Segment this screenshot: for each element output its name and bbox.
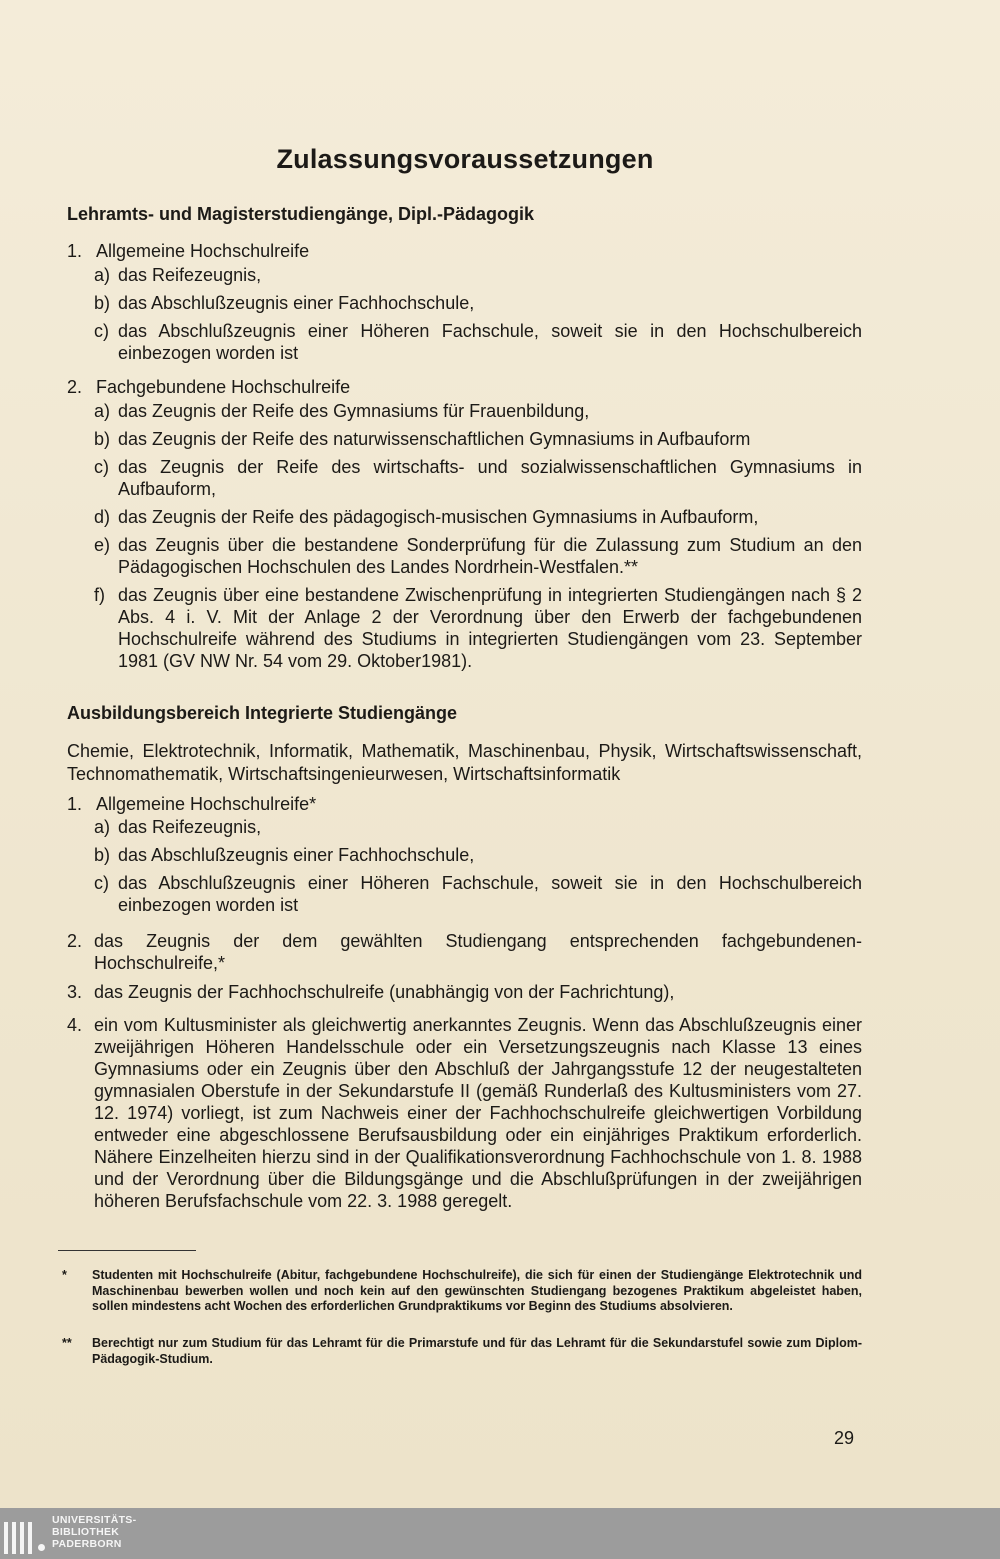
library-name-line: UNIVERSITÄTS- <box>52 1514 137 1526</box>
sub-label: c) <box>94 873 109 893</box>
sub-label: c) <box>94 321 109 341</box>
footnote-divider <box>58 1250 196 1251</box>
sub-label: b) <box>94 845 111 865</box>
list-sub-item <box>94 428 862 450</box>
section-heading-teaching: Lehramts- und Magisterstudiengänge, Dipl.-Pädagogik <box>67 204 535 224</box>
list-item-text: das Zeugnis der dem gewählten Studiengang entsprechenden fachgebundenen-Hochschulreife,* <box>94 931 862 973</box>
subject-list: Chemie, Elektrotechnik, Informatik, Mathematik, Maschinenbau, Physik, Wirtschaftswissenschaft, Technomathematik, Wirtschaftsingenieurwesen, Wirtschaftsinformatik <box>67 741 862 784</box>
list-number: 4. <box>67 1015 83 1035</box>
sub-label: a) <box>94 817 111 837</box>
list-item-heading: Allgemeine Hochschulreife* <box>96 794 317 814</box>
list-sub-item <box>94 264 862 286</box>
sub-label: c) <box>94 457 109 477</box>
list-sub-item <box>94 292 862 314</box>
list-sub-item <box>94 320 862 364</box>
list-sub-item <box>94 456 862 500</box>
sub-text: das Zeugnis der Reife des Gymnasiums für Frauenbildung, <box>118 401 590 421</box>
footnote-mark: * <box>62 1268 67 1282</box>
footnote-text: Berechtigt nur zum Studium für das Lehramt für die Primarstufe und für das Lehramt für die Sekundarstufel sowie zum Diplom-Pädagogik-Studium. <box>92 1336 862 1366</box>
list-number: 2. <box>67 931 83 951</box>
footnote <box>62 1336 862 1367</box>
sub-label: b) <box>94 429 111 449</box>
list-number: 1. <box>67 241 83 261</box>
sub-label: d) <box>94 507 111 527</box>
sub-text: das Zeugnis über eine bestandene Zwischenprüfung in integrierten Studiengängen nach § 2 Abs. 4 i. V. Mit der Anlage 2 der Verordnung über den Erwerb der fachgebundenen Hochschulreife während des Studiums in integrierten Studiengängen vom 23. September 1981 (GV NW Nr. 54 vom 29. Oktober1981). <box>118 585 862 671</box>
sub-label: a) <box>94 401 111 421</box>
list-sub-item <box>94 506 862 528</box>
list-item-heading: Fachgebundene Hochschulreife <box>96 377 351 397</box>
sub-text: das Zeugnis der Reife des wirtschafts- und sozialwissenschaftlichen Gymnasiums in Aufbauform, <box>118 457 862 499</box>
footnote-text: Studenten mit Hochschulreife (Abitur, fachgebundene Hochschulreife), die sich für einen der Studiengänge Elektrotechnik und Maschinenbau bewerben wollen und noch kein auf den gewünschten Studiengang bezogenes Praktikum abgeleistet haben, sollen mindestens acht Wochen des erforderlichen Grundpraktikums vor Beginn des Studiums absolvieren. <box>92 1268 862 1313</box>
library-logo-icon <box>4 1514 44 1556</box>
sub-text: das Reifezeugnis, <box>118 265 262 285</box>
library-name-line: PADERBORN <box>52 1538 122 1550</box>
sub-text: das Abschlußzeugnis einer Fachhochschule, <box>118 293 475 313</box>
list-item-heading: Allgemeine Hochschulreife <box>96 241 310 261</box>
footnote <box>62 1268 862 1315</box>
list-sub-item <box>94 584 862 672</box>
section-heading-integrated: Ausbildungsbereich Integrierte Studiengänge <box>67 703 458 723</box>
list-sub-item <box>94 816 862 838</box>
sub-label: a) <box>94 265 111 285</box>
list-sub-item <box>94 534 862 578</box>
sub-text: das Zeugnis der Reife des pädagogisch-musischen Gymnasiums in Aufbauform, <box>118 507 759 527</box>
sub-text: das Abschlußzeugnis einer Höheren Fachschule, soweit sie in den Hochschulbereich einbezogen worden ist <box>118 873 862 915</box>
list-sub-item <box>94 400 862 422</box>
sub-label: b) <box>94 293 111 313</box>
sub-text: das Abschlußzeugnis einer Fachhochschule, <box>118 845 475 865</box>
list-number: 1. <box>67 794 83 814</box>
sub-text: das Abschlußzeugnis einer Höheren Fachschule, soweit sie in den Hochschulbereich einbezogen worden ist <box>118 321 862 363</box>
list-item-text: ein vom Kultusminister als gleichwertig anerkanntes Zeugnis. Wenn das Abschlußzeugnis einer zweijährigen Höheren Handelsschule oder ein Versetzungszeugnis nach Klasse 13 eines Gymnasiums oder ein Zeugnis über den Abschluß der Jahrgangsstufe 12 der neugestalteten gymnasialen Oberstufe in der Sekundarstufe II (gemäß Runderlaß des Kultusministers vom 27. 12. 1974) vorliegt, ist zum Nachweis einer der Fachhochschulreife gleichwertigen Vorbildung entweder eine abgeschlossene Berufsausbildung oder ein einjähriges Praktikum erforderlich. Nähere Einzelheiten hierzu sind in der Qualifikationsverordnung Fachhochschule von 1. 8. 1988 und der Verordnung über die Bildungsgänge und die Abschlußprüfungen in der zweijährigen höheren Berufsfachschule vom 22. 3. 1988 geregelt. <box>94 1015 862 1211</box>
page-number: 29 <box>834 1428 855 1448</box>
sub-label: e) <box>94 535 111 555</box>
library-name-line: BIBLIOTHEK <box>52 1526 120 1538</box>
sub-text: das Zeugnis der Reife des naturwissenschaftlichen Gymnasiums in Aufbauform <box>118 429 751 449</box>
list-sub-item <box>94 844 862 866</box>
list-item-text: das Zeugnis der Fachhochschulreife (unabhängig von der Fachrichtung), <box>94 982 675 1002</box>
list-number: 2. <box>67 377 83 397</box>
list-number: 3. <box>67 982 83 1002</box>
library-footer-bar <box>0 1508 1000 1559</box>
footnote-mark: ** <box>62 1336 72 1350</box>
library-name <box>52 1514 136 1550</box>
list-sub-item <box>94 872 862 916</box>
sub-text: das Zeugnis über die bestandene Sonderprüfung für die Zulassung zum Studium an den Pädagogischen Hochschulen des Landes Nordrhein-Westfalen.** <box>118 535 862 577</box>
sub-label: f) <box>94 585 105 605</box>
page-title: Zulassungsvoraussetzungen <box>276 144 654 174</box>
sub-text: das Reifezeugnis, <box>118 817 262 837</box>
